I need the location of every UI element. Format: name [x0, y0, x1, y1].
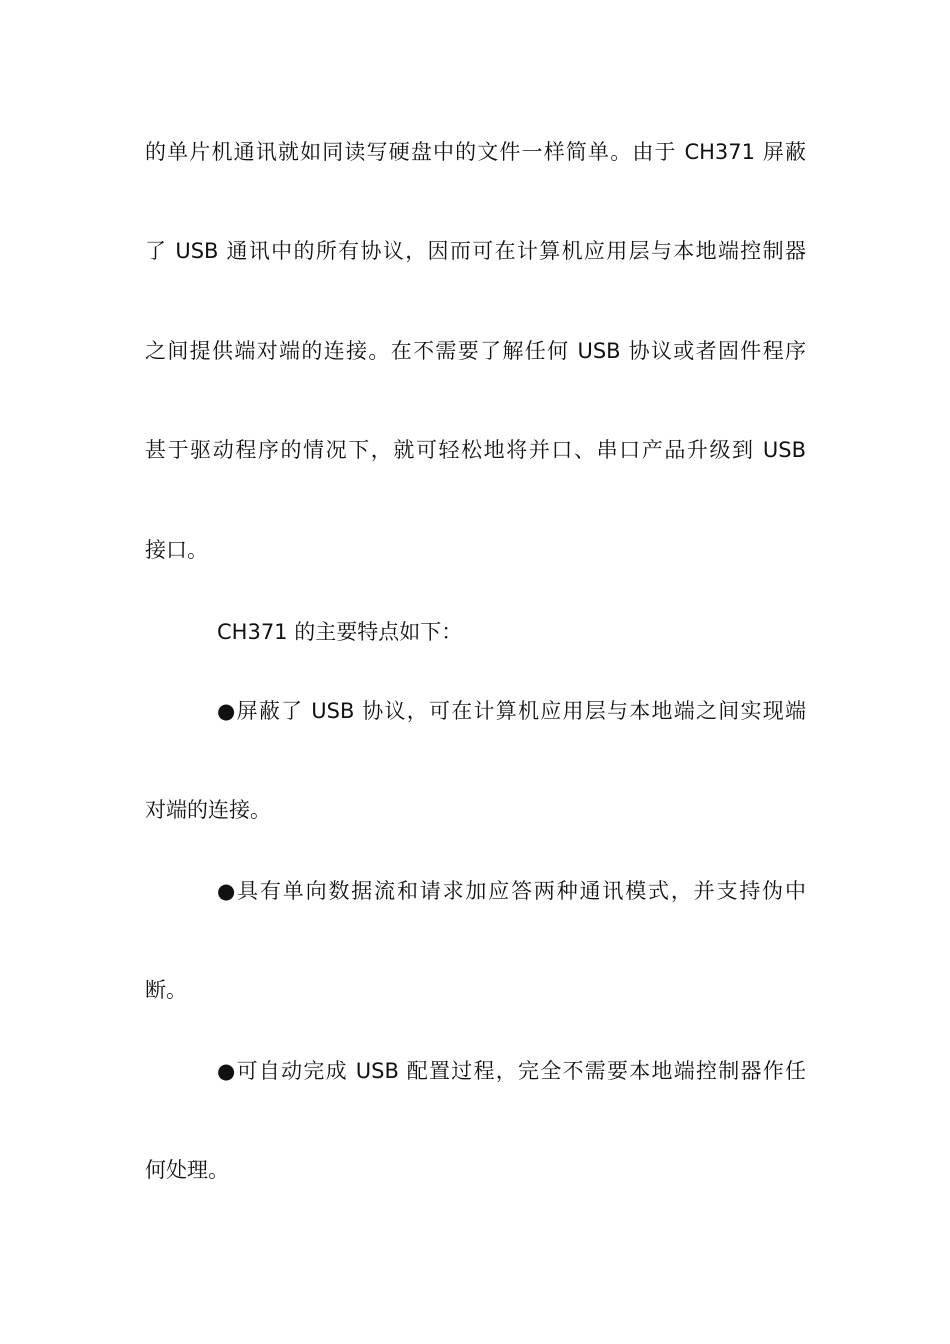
paragraph-line: 了 USB 通讯中的所有协议，因而可在计算机应用层与本地端控制器: [145, 239, 806, 263]
feature-item-line: ●可自动完成 USB 配置过程，完全不需要本地端控制器作任: [217, 1059, 806, 1083]
feature-item-line: ●具有单向数据流和请求加应答两种通讯模式，并支持伪中: [217, 879, 806, 903]
feature-item-line: 何处理。: [145, 1158, 229, 1182]
paragraph-line: 的单片机通讯就如同读写硬盘中的文件一样简单。由于 CH371 屏蔽: [145, 140, 806, 164]
feature-item-line: ●屏蔽了 USB 协议，可在计算机应用层与本地端之间实现端: [217, 699, 806, 723]
paragraph-line: 甚于驱动程序的情况下，就可轻松地将并口、串口产品升级到 USB: [145, 438, 806, 462]
feature-item-line: 断。: [145, 978, 187, 1002]
section-heading: CH371 的主要特点如下：: [217, 620, 463, 644]
feature-item-line: 对端的连接。: [145, 798, 271, 822]
paragraph-line: 接口。: [145, 538, 208, 562]
paragraph-line: 之间提供端对端的连接。在不需要了解任何 USB 协议或者固件程序: [145, 339, 806, 363]
